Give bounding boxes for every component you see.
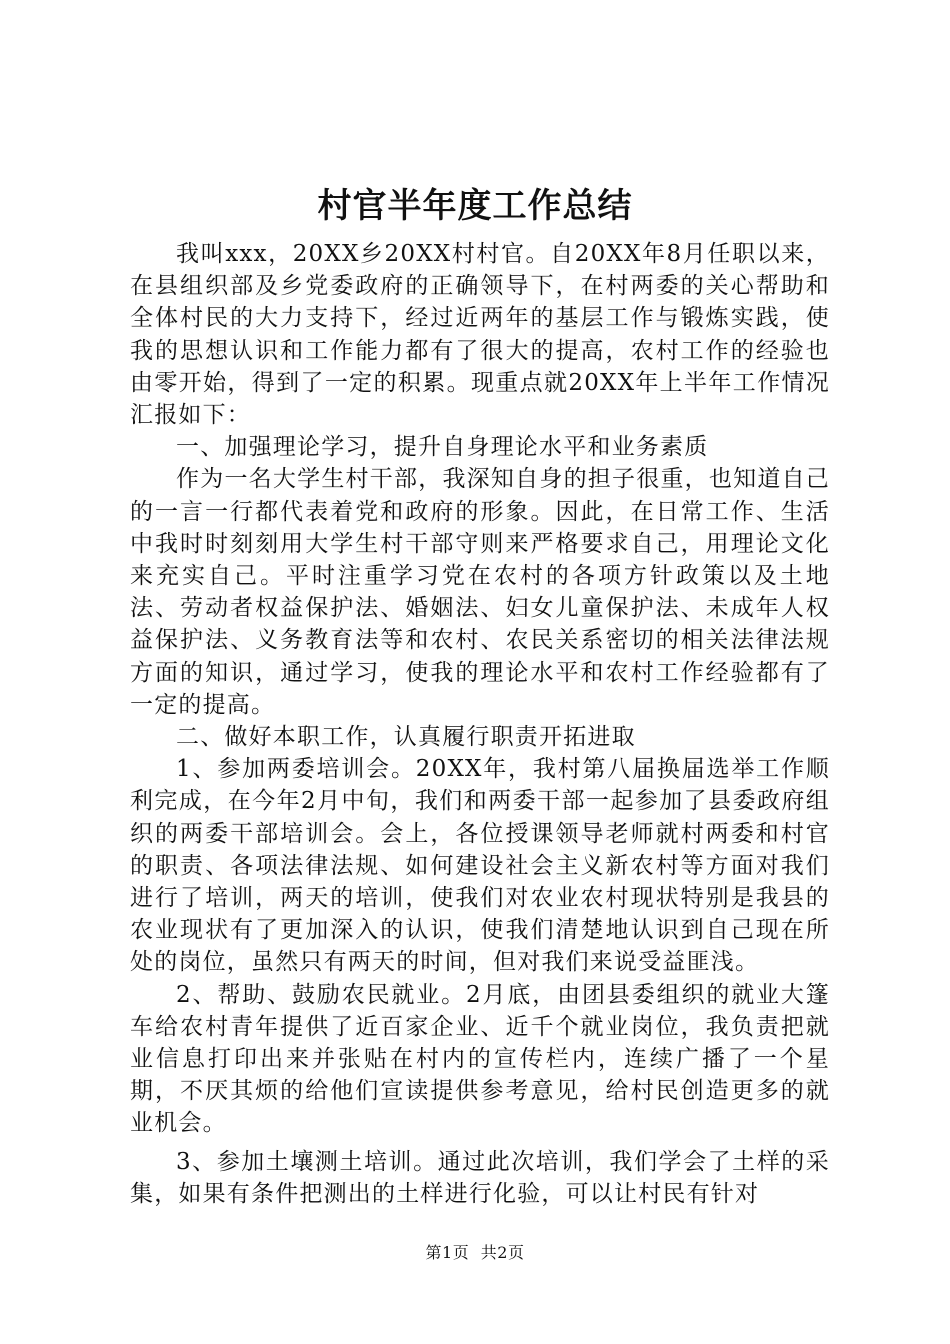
section-heading-1: 一、加强理论学习，提升自身理论水平和业务素质 — [176, 434, 709, 461]
paragraph-soil-training: 3、参加土壤测土培训。通过此次培训，我们学会了土样的采集，如果有条件把测出的土样进行化验，可以让村民有针对 — [130, 1148, 830, 1207]
document-body — [130, 238, 830, 1210]
paragraph-theory-study: 作为一名大学生村干部，我深知自身的担子很重，也知道自己的一言一行都代表着党和政府的形象。因此，在日常工作、生活中我时时刻刻用大学生村干部守则来严格要求自己，用理论文化来充实自己。平时注重学习党在农村的各项方针政策以及土地法、劳动者权益保护法、婚姻法、妇女儿童保护法、未成年人权益保护法、义务教育法等和农村、农民关系密切的相关法律法规方面的知识，通过学习，使我的理论水平和农村工作经验都有了一定的提高。 — [130, 466, 830, 718]
document-title: 村官半年度工作总结 — [317, 186, 633, 226]
page-footer — [0, 1241, 950, 1265]
paragraph-employment: 2、帮助、鼓励农民就业。2月底，由团县委组织的就业大篷车给农村青年提供了近百家企业、近千个就业岗位，我负责把就业信息打印出来并张贴在村内的宣传栏内，连续广播了一个星期，不厌其烦的给他们宣读提供参考意见，给村民创造更多的就业机会。 — [130, 981, 830, 1137]
section-heading-2: 二、做好本职工作，认真履行职责开拓进取 — [176, 724, 636, 751]
paragraph-training: 1、参加两委培训会。20XX年，我村第八届换届选举工作顺利完成，在今年2月中旬，我们和两委干部一起参加了县委政府组织的两委干部培训会。会上，各位授课领导老师就村两委和村官的职责、各项法律法规、如何建设社会主义新农村等方面对我们进行了培训，两天的培训，使我们对农业农村现状特别是我县的农业现状有了更加深入的认识，使我们清楚地认识到自己现在所处的岗位，虽然只有两天的时间，但对我们来说受益匪浅。 — [130, 756, 830, 976]
paragraph-intro: 我叫xxx，20XX乡20XX村村官。自20XX年8月任职以来，在县组织部及乡党委政府的正确领导下，在村两委的关心帮助和全体村民的大力支持下，经过近两年的基层工作与锻炼实践，使我的思想认识和工作能力都有了很大的提高，农村工作的经验也由零开始，得到了一定的积累。现重点就20XX年上半年工作情况汇报如下： — [130, 241, 830, 429]
page-number: 第1页 — [425, 1243, 470, 1262]
page-total: 共2页 — [480, 1243, 525, 1262]
